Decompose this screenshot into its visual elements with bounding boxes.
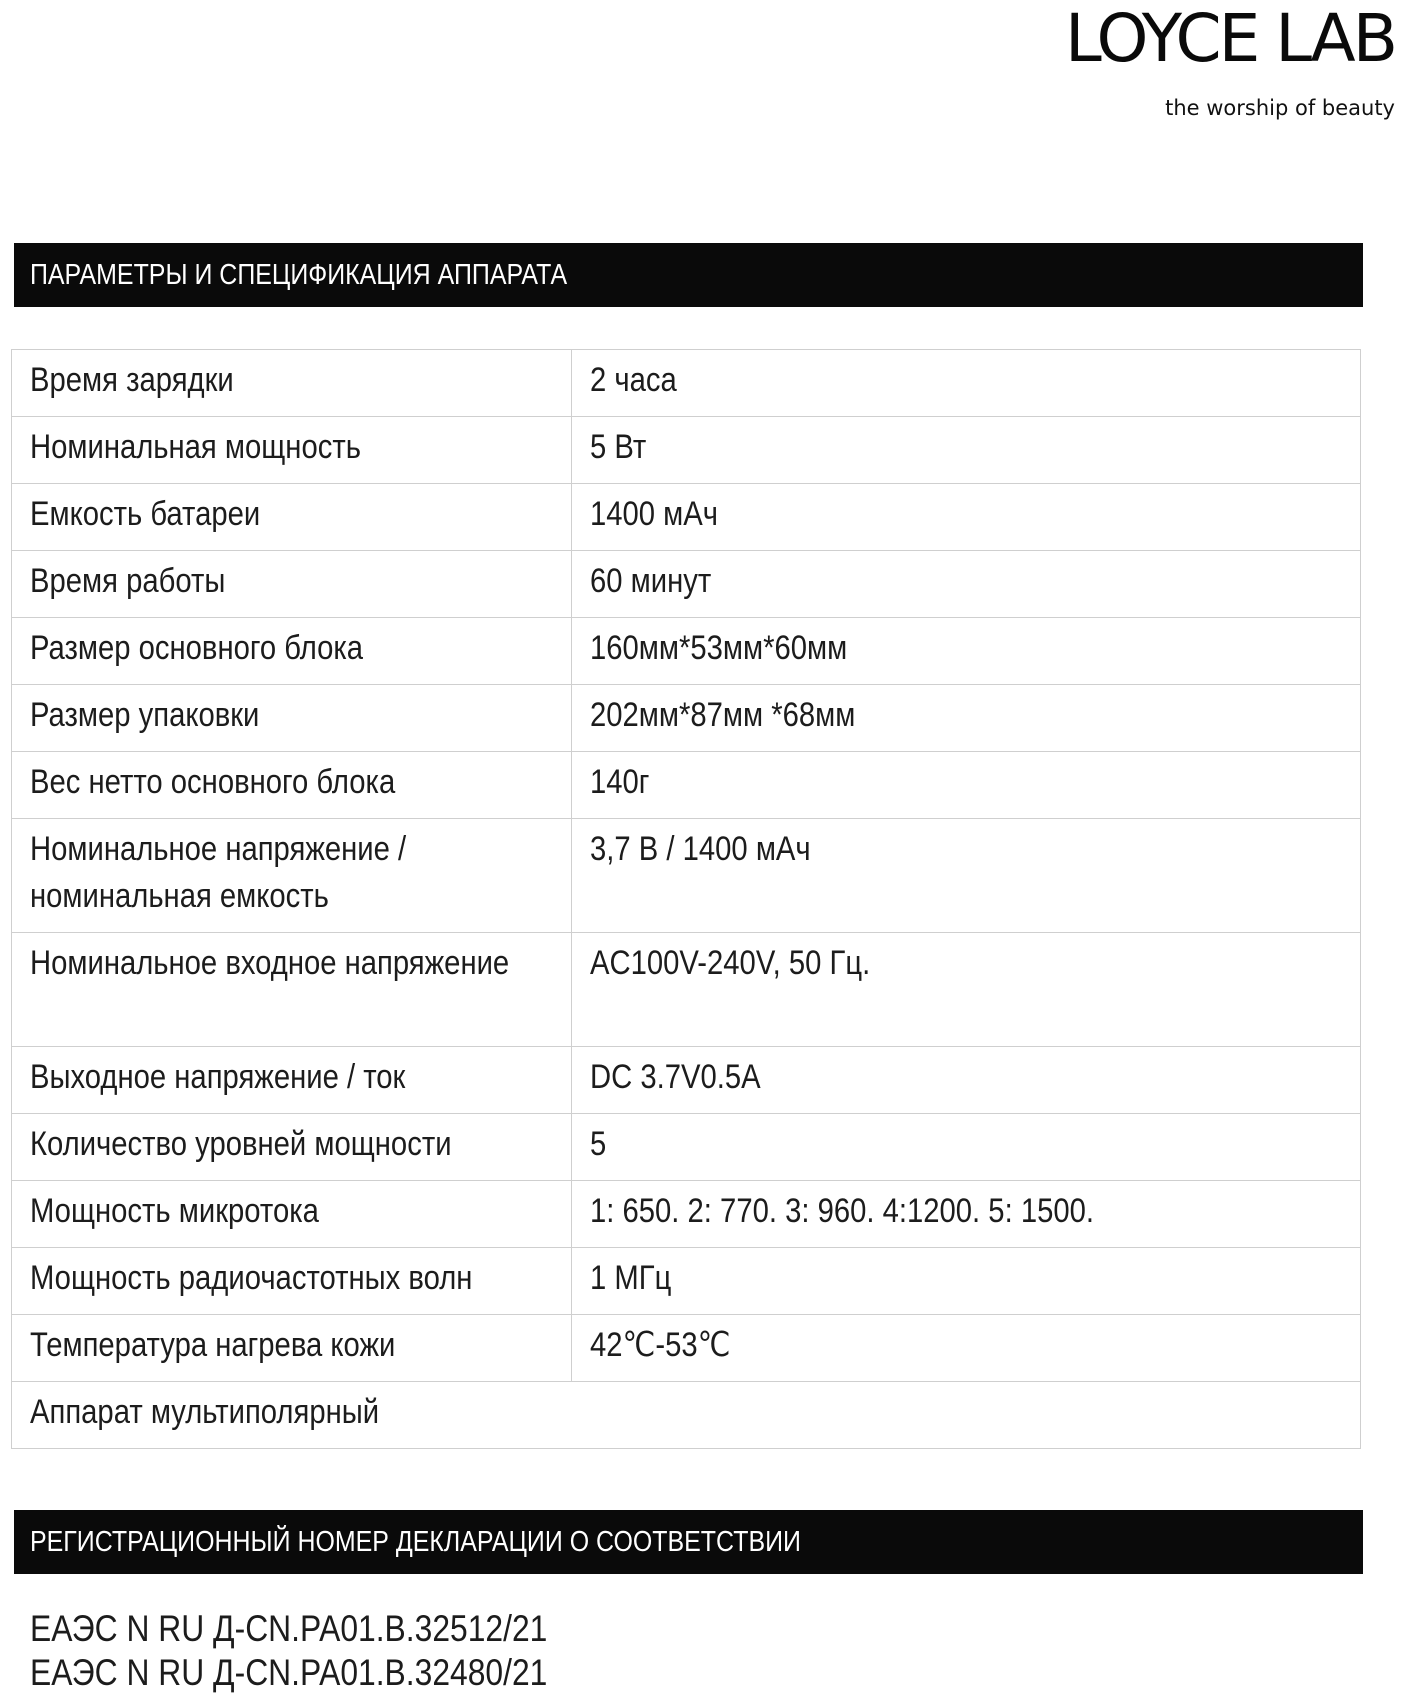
spec-name-cell [12, 1315, 572, 1382]
spec-value-cell [572, 551, 1361, 618]
spec-value-cell [572, 1114, 1361, 1181]
table-row [12, 1114, 1361, 1181]
spec-value: 42℃-53℃ [590, 1326, 731, 1364]
table-row [12, 551, 1361, 618]
table-row [12, 685, 1361, 752]
params-section-header [14, 243, 1363, 307]
table-row [12, 1047, 1361, 1114]
spec-name-cell [12, 350, 572, 417]
brand-tagline: the worship of beauty [1165, 96, 1395, 120]
spec-name-cell [12, 484, 572, 551]
spec-value: 1: 650. 2: 770. 3: 960. 4:1200. 5: 1500. [590, 1192, 1095, 1230]
declaration-number-item [30, 1651, 632, 1695]
table-row-footer [12, 1382, 1361, 1449]
table-row [12, 618, 1361, 685]
spec-value-cell [572, 752, 1361, 819]
spec-value: DC 3.7V0.5A [590, 1058, 761, 1096]
spec-name: Номинальное напряжение / номинальная емкость [30, 830, 407, 915]
brand-block [1065, 2, 1395, 120]
spec-value-cell [572, 618, 1361, 685]
table-row [12, 752, 1361, 819]
spec-name: Номинальная мощность [30, 428, 361, 466]
params-section-title: ПАРАМЕТРЫ И СПЕЦИФИКАЦИЯ АППАРАТА [30, 259, 568, 291]
spec-name-cell [12, 933, 572, 1047]
spec-footer-text: Аппарат мультиполярный [30, 1393, 380, 1431]
spec-name: Мощность микротока [30, 1192, 319, 1230]
spec-name: Время работы [30, 562, 226, 600]
spec-value: 60 минут [590, 562, 712, 600]
spec-name: Вес нетто основного блока [30, 763, 396, 801]
spec-footer-cell [12, 1382, 1361, 1449]
spec-value-cell [572, 685, 1361, 752]
table-row [12, 933, 1361, 1047]
spec-name-cell [12, 1248, 572, 1315]
declaration-number: ЕАЭС N RU Д-CN.РА01.В.32512/21 [30, 1608, 548, 1649]
spec-name-cell [12, 1181, 572, 1248]
spec-name: Размер основного блока [30, 629, 364, 667]
spec-name: Температура нагрева кожи [30, 1326, 396, 1364]
spec-value-cell [572, 1047, 1361, 1114]
declaration-section-title: РЕГИСТРАЦИОННЫЙ НОМЕР ДЕКЛАРАЦИИ О СООТВЕТСТВИИ [30, 1526, 801, 1558]
spec-name-cell [12, 618, 572, 685]
spec-value-cell [572, 819, 1361, 933]
spec-value: 202мм*87мм *68мм [590, 696, 856, 734]
brand-logo: LOYCE LAB [1065, 0, 1395, 77]
table-row [12, 819, 1361, 933]
spec-name: Размер упаковки [30, 696, 260, 734]
spec-value: 1400 мАч [590, 495, 719, 533]
spec-value: 2 часа [590, 361, 677, 399]
declaration-number: ЕАЭС N RU Д-CN.РА01.В.32480/21 [30, 1652, 548, 1693]
declaration-numbers [30, 1607, 632, 1695]
spec-value: 140г [590, 763, 650, 801]
spec-value: AC100V-240V, 50 Гц. [590, 944, 871, 982]
spec-name: Мощность радиочастотных волн [30, 1259, 473, 1297]
spec-name: Выходное напряжение / ток [30, 1058, 406, 1096]
spec-value-cell [572, 484, 1361, 551]
spec-name: Номинальное входное напряжение [30, 944, 510, 982]
spec-value-cell [572, 933, 1361, 1047]
table-row [12, 1248, 1361, 1315]
spec-name-cell [12, 819, 572, 933]
declaration-section-header [14, 1510, 1363, 1574]
table-row [12, 484, 1361, 551]
spec-name: Емкость батареи [30, 495, 261, 533]
spec-value-cell [572, 1248, 1361, 1315]
spec-value-cell [572, 1181, 1361, 1248]
table-row [12, 1315, 1361, 1382]
spec-name-cell [12, 685, 572, 752]
spec-name: Количество уровней мощности [30, 1125, 452, 1163]
table-row [12, 350, 1361, 417]
spec-name-cell [12, 752, 572, 819]
spec-name-cell [12, 417, 572, 484]
spec-value: 5 [590, 1125, 607, 1163]
spec-table [11, 349, 1361, 1449]
spec-value: 1 МГц [590, 1259, 672, 1297]
spec-name-cell [12, 1047, 572, 1114]
declaration-number-item [30, 1607, 632, 1651]
spec-value-cell [572, 1315, 1361, 1382]
spec-name-cell [12, 1114, 572, 1181]
table-row [12, 1181, 1361, 1248]
spec-name-cell [12, 551, 572, 618]
table-row [12, 417, 1361, 484]
spec-value: 3,7 В / 1400 мАч [590, 830, 811, 868]
spec-value: 160мм*53мм*60мм [590, 629, 848, 667]
spec-name: Время зарядки [30, 361, 234, 399]
spec-value-cell [572, 350, 1361, 417]
spec-value: 5 Вт [590, 428, 647, 466]
spec-value-cell [572, 417, 1361, 484]
